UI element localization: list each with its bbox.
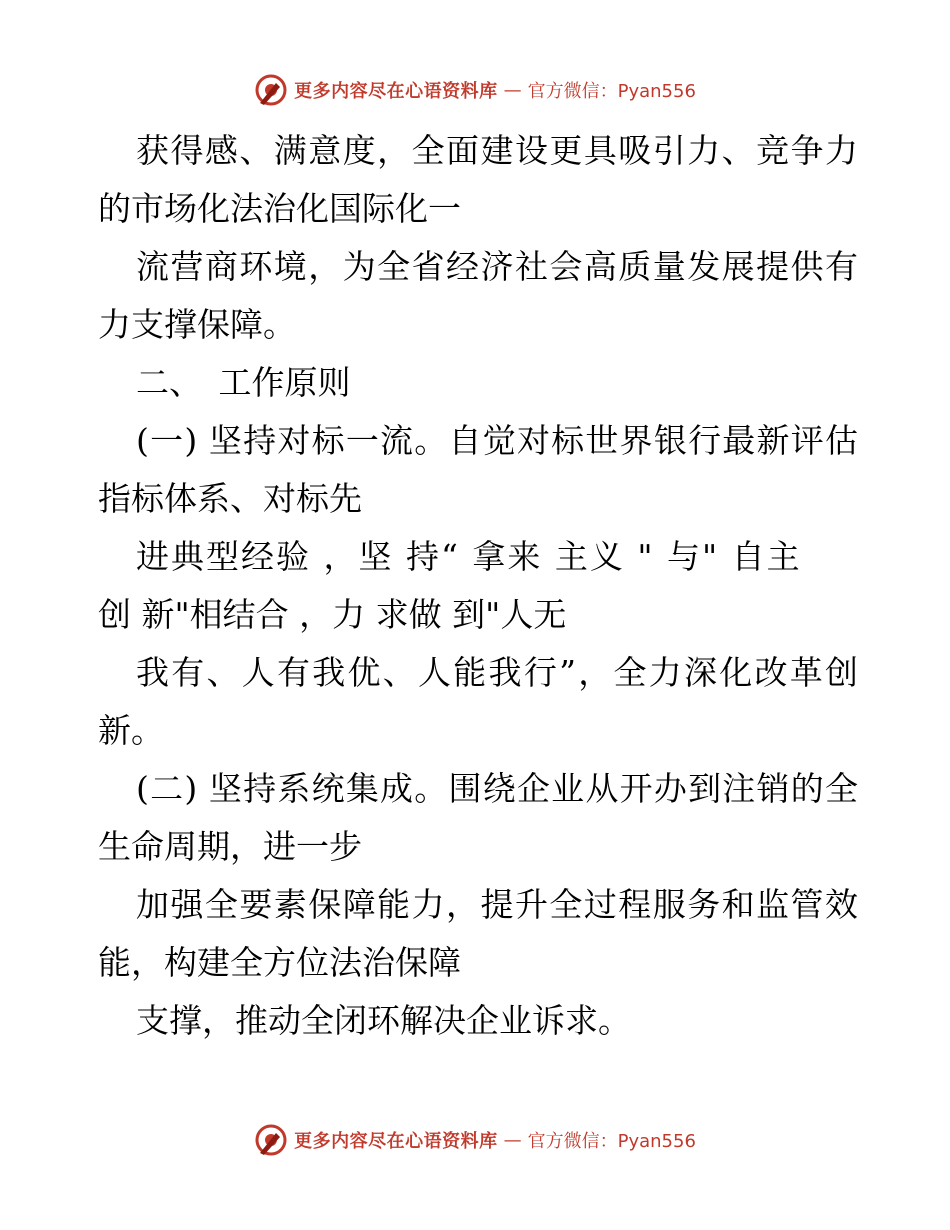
text-line-16: 支撑，推动全闭环解决企业诉求。 — [136, 1001, 631, 1040]
text-line-11: 新。 — [98, 711, 164, 750]
text-line-14: 加强全要素保障能力，提升全过程服务和监管效 — [136, 885, 858, 924]
text-line-8: 进典型经验 ，坚 持“ 拿来 主义 " 与" 自主 — [136, 537, 802, 576]
watermark-text: 更多内容尽在心语资料库 — [294, 81, 498, 102]
text-line-6: (一) 坚持对标一流。自觉对标世界银行最新评估 — [136, 421, 858, 460]
text-line-15: 能，构建全方位法治保障 — [98, 943, 461, 982]
text-line-13: 生命周期，进一步 — [98, 827, 362, 866]
section-heading: 二、 工作原则 — [136, 363, 351, 402]
text-line-7: 指标体系、对标先 — [98, 479, 362, 518]
pen-logo-icon — [254, 1123, 288, 1157]
watermark-dash: — — [503, 79, 522, 101]
header-watermark — [0, 72, 950, 108]
watermark-contact: 官方微信：Pyan556 — [527, 81, 696, 102]
text-line-4: 力支撑保障。 — [98, 305, 296, 344]
watermark-contact: 官方微信：Pyan556 — [527, 1131, 696, 1152]
text-line-2: 的市场化法治化国际化一 — [98, 189, 461, 228]
watermark-text: 更多内容尽在心语资料库 — [294, 1131, 498, 1152]
watermark-dash: — — [503, 1129, 522, 1151]
pen-logo-icon — [254, 73, 288, 107]
text-line-1: 获得感、满意度，全面建设更具吸引力、竞争力 — [136, 131, 858, 170]
text-line-9: 创 新"相结合 ，力 求做 到"人无 — [98, 595, 567, 634]
text-line-3: 流营商环境，为全省经济社会高质量发展提供有 — [136, 247, 858, 286]
text-line-12: (二) 坚持系统集成。围绕企业从开办到注销的全 — [136, 769, 858, 808]
footer-watermark — [0, 1122, 950, 1158]
text-line-10: 我有、人有我优、人能我行”，全力深化改革创 — [136, 653, 858, 692]
document-body — [98, 122, 858, 1050]
